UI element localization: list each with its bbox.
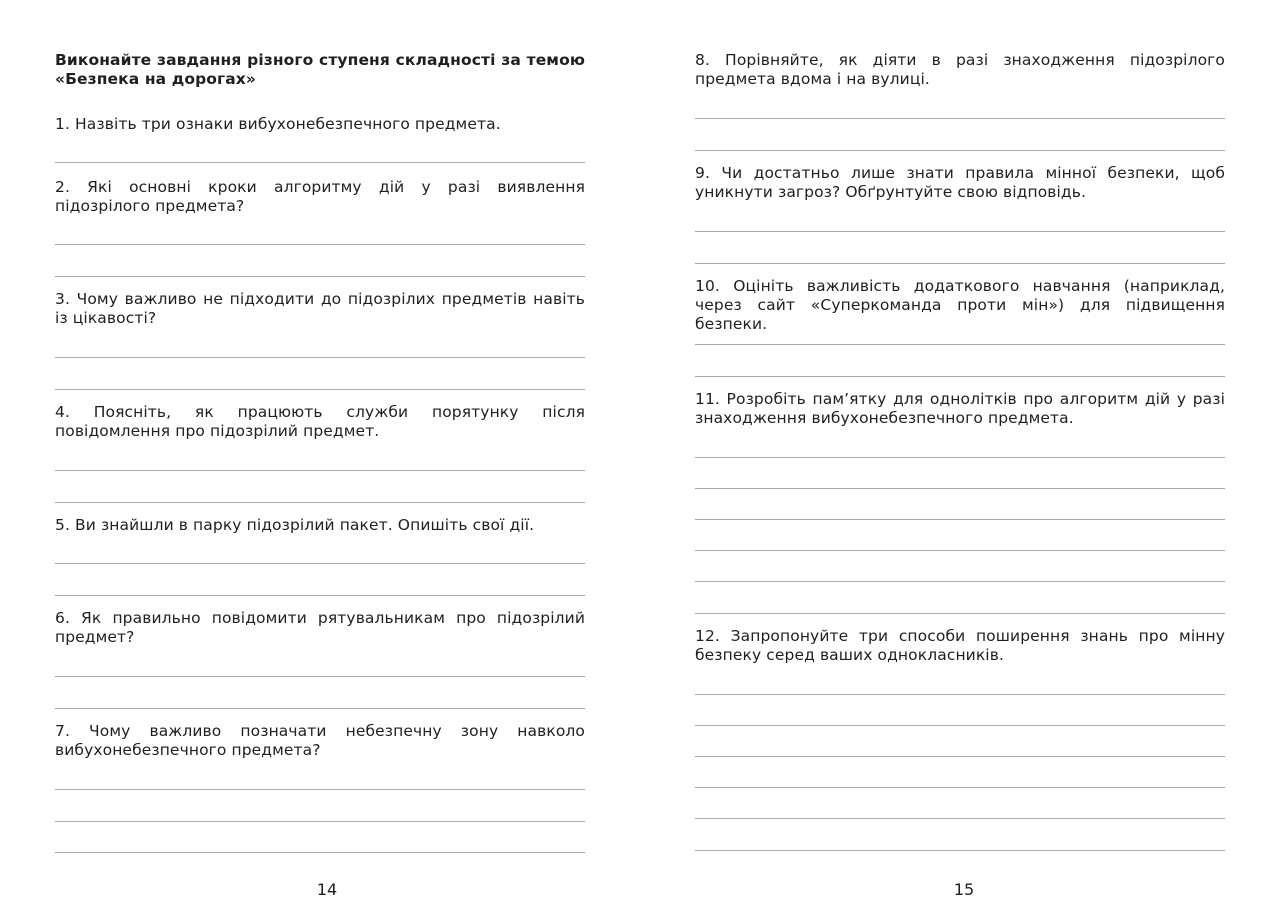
question-9: 9. Чи достатньо лише знати правила мінної безпеки, щоб уникнути загроз? Обґрунтуйте свою відповідь. <box>695 164 1225 201</box>
answer-line[interactable] <box>695 818 1225 819</box>
answer-line[interactable] <box>55 852 585 853</box>
answer-line[interactable] <box>695 263 1225 264</box>
question-2: 2. Які основні кроки алгоритму дій у разі виявлення підозрілого предмета? <box>55 178 585 215</box>
answer-line[interactable] <box>695 150 1225 151</box>
question-6: 6. Як правильно повідомити рятувальникам про підозрілий предмет? <box>55 609 585 646</box>
answer-line[interactable] <box>55 357 585 358</box>
answer-line[interactable] <box>55 789 585 790</box>
question-3: 3. Чому важливо не підходити до підозрілих предметів навіть із цікавості? <box>55 290 585 327</box>
right-page <box>695 0 1225 922</box>
answer-line[interactable] <box>695 376 1225 377</box>
question-5: 5. Ви знайшли в парку підозрілий пакет. Опишіть свої дії. <box>55 516 535 534</box>
answer-line[interactable] <box>695 550 1225 551</box>
answer-line[interactable] <box>55 708 585 709</box>
question-11: 11. Розробіть пам’ятку для однолітків про алгоритм дій у разі знаходження вибухонебезпечного предмета. <box>695 390 1225 427</box>
question-1: 1. Назвіть три ознаки вибухонебезпечного предмета. <box>55 115 501 133</box>
answer-line[interactable] <box>695 519 1225 520</box>
answer-line[interactable] <box>55 563 585 564</box>
answer-line[interactable] <box>55 470 585 471</box>
question-12: 12. Запропонуйте три способи поширення знань про мінну безпеку серед ваших однокласників. <box>695 627 1225 664</box>
left-page <box>55 0 585 922</box>
question-7: 7. Чому важливо позначати небезпечну зону навколо вибухонебезпечного предмета? <box>55 722 585 759</box>
question-10: 10. Оцініть важливість додаткового навчання (наприклад, через сайт «Суперкоманда проти мін») для підвищення безпеки. <box>695 277 1225 333</box>
answer-line[interactable] <box>55 276 585 277</box>
question-4: 4. Поясніть, як працюють служби порятунку після повідомлення про підозрілий предмет. <box>55 403 585 440</box>
answer-line[interactable] <box>695 850 1225 851</box>
answer-line[interactable] <box>55 595 585 596</box>
answer-line[interactable] <box>55 676 585 677</box>
answer-line[interactable] <box>55 389 585 390</box>
answer-line[interactable] <box>695 344 1225 345</box>
answer-line[interactable] <box>695 613 1225 614</box>
answer-line[interactable] <box>695 581 1225 582</box>
answer-line[interactable] <box>55 244 585 245</box>
page-number: 14 <box>316 880 338 899</box>
answer-line[interactable] <box>55 502 585 503</box>
answer-line[interactable] <box>695 694 1225 695</box>
answer-line[interactable] <box>695 231 1225 232</box>
worksheet-heading: Виконайте завдання різного ступеня складності за темою «Безпека на дорогах» <box>55 51 585 88</box>
answer-line[interactable] <box>55 162 585 163</box>
answer-line[interactable] <box>695 787 1225 788</box>
answer-line[interactable] <box>695 488 1225 489</box>
page-number: 15 <box>953 880 975 899</box>
answer-line[interactable] <box>55 821 585 822</box>
answer-line[interactable] <box>695 725 1225 726</box>
question-8: 8. Порівняйте, як діяти в разі знаходження підозрілого предмета вдома і на вулиці. <box>695 51 1225 88</box>
answer-line[interactable] <box>695 457 1225 458</box>
answer-line[interactable] <box>695 756 1225 757</box>
answer-line[interactable] <box>695 118 1225 119</box>
